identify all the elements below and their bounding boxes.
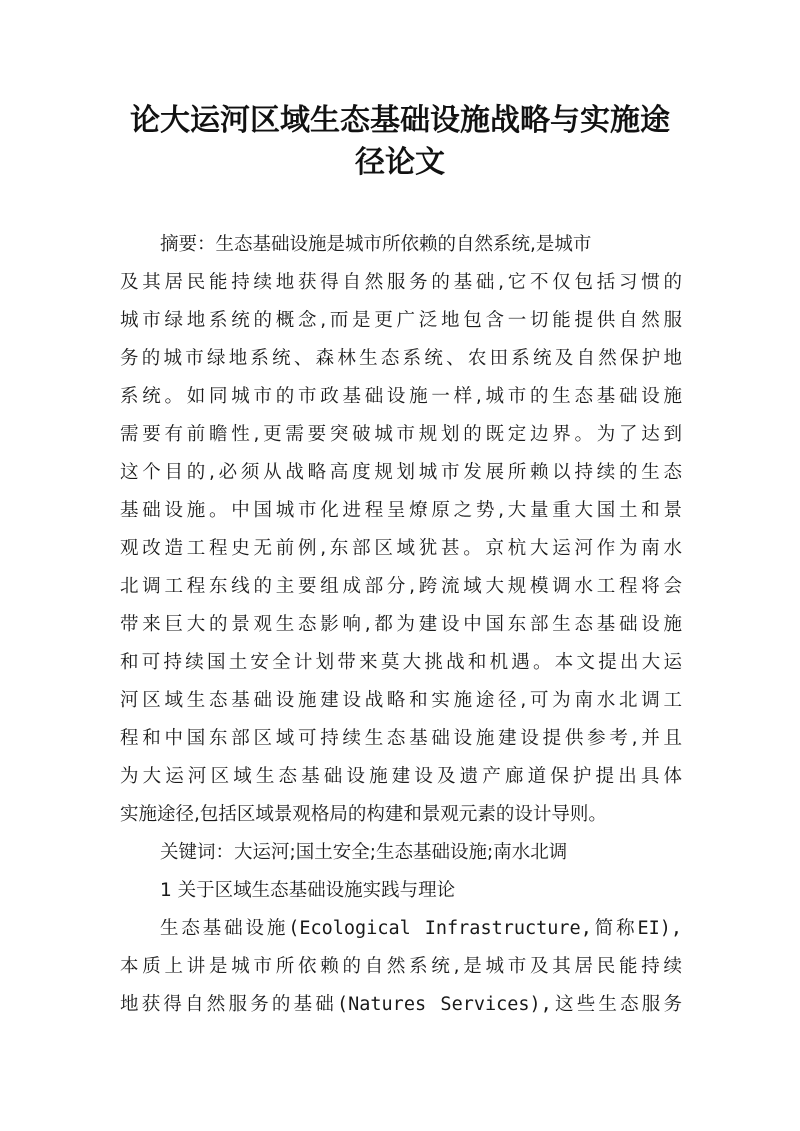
body-line-1: 生态基础设施(Ecological Infrastructure,简称EI), xyxy=(160,918,682,939)
abstract-line-15: 为大运河区域生态基础设施建设及遗产廊道保护提出具体 xyxy=(120,766,682,787)
abstract-line-5: 系统。如同城市的市政基础设施一样,城市的生态基础设施 xyxy=(120,386,682,407)
document-title-line-2: 径论文 xyxy=(355,145,445,180)
abstract-line-12: 和可持续国土安全计划带来莫大挑战和机遇。本文提出大运 xyxy=(120,652,682,673)
section-heading-1: 1 关于区域生态基础设施实践与理论 xyxy=(160,880,456,901)
body-line-2: 本质上讲是城市所依赖的自然系统,是城市及其居民能持续 xyxy=(120,956,682,977)
abstract-line-2: 及其居民能持续地获得自然服务的基础,它不仅包括习惯的 xyxy=(120,272,682,293)
abstract-line-9: 观改造工程史无前例,东部区域犹甚。京杭大运河作为南水 xyxy=(120,538,682,559)
abstract-line-1: 摘要：生态基础设施是城市所依赖的自然系统,是城市 xyxy=(160,234,592,255)
document-title-line-1: 论大运河区域生态基础设施战略与实施途 xyxy=(130,103,670,138)
abstract-line-8: 基础设施。中国城市化进程呈燎原之势,大量重大国土和景 xyxy=(120,500,682,521)
abstract-line-6: 需要有前瞻性,更需要突破城市规划的既定边界。为了达到 xyxy=(120,424,682,445)
abstract-line-13: 河区域生态基础设施建设战略和实施途径,可为南水北调工 xyxy=(120,690,682,711)
abstract-line-3: 城市绿地系统的概念,而是更广泛地包含一切能提供自然服 xyxy=(120,310,682,331)
abstract-line-10: 北调工程东线的主要组成部分,跨流域大规模调水工程将会 xyxy=(120,576,682,597)
abstract-line-16: 实施途径,包括区域景观格局的构建和景观元素的设计导则。 xyxy=(120,804,607,825)
keywords-line: 关键词：大运河;国土安全;生态基础设施;南水北调 xyxy=(160,842,568,863)
abstract-line-14: 程和中国东部区域可持续生态基础设施建设提供参考,并且 xyxy=(120,728,682,749)
abstract-line-11: 带来巨大的景观生态影响,都为建设中国东部生态基础设施 xyxy=(120,614,682,635)
body-line-3: 地获得自然服务的基础(Natures Services),这些生态服务 xyxy=(120,994,682,1015)
abstract-line-7: 这个目的,必须从战略高度规划城市发展所赖以持续的生态 xyxy=(120,462,682,483)
abstract-line-4: 务的城市绿地系统、森林生态系统、农田系统及自然保护地 xyxy=(120,348,682,369)
